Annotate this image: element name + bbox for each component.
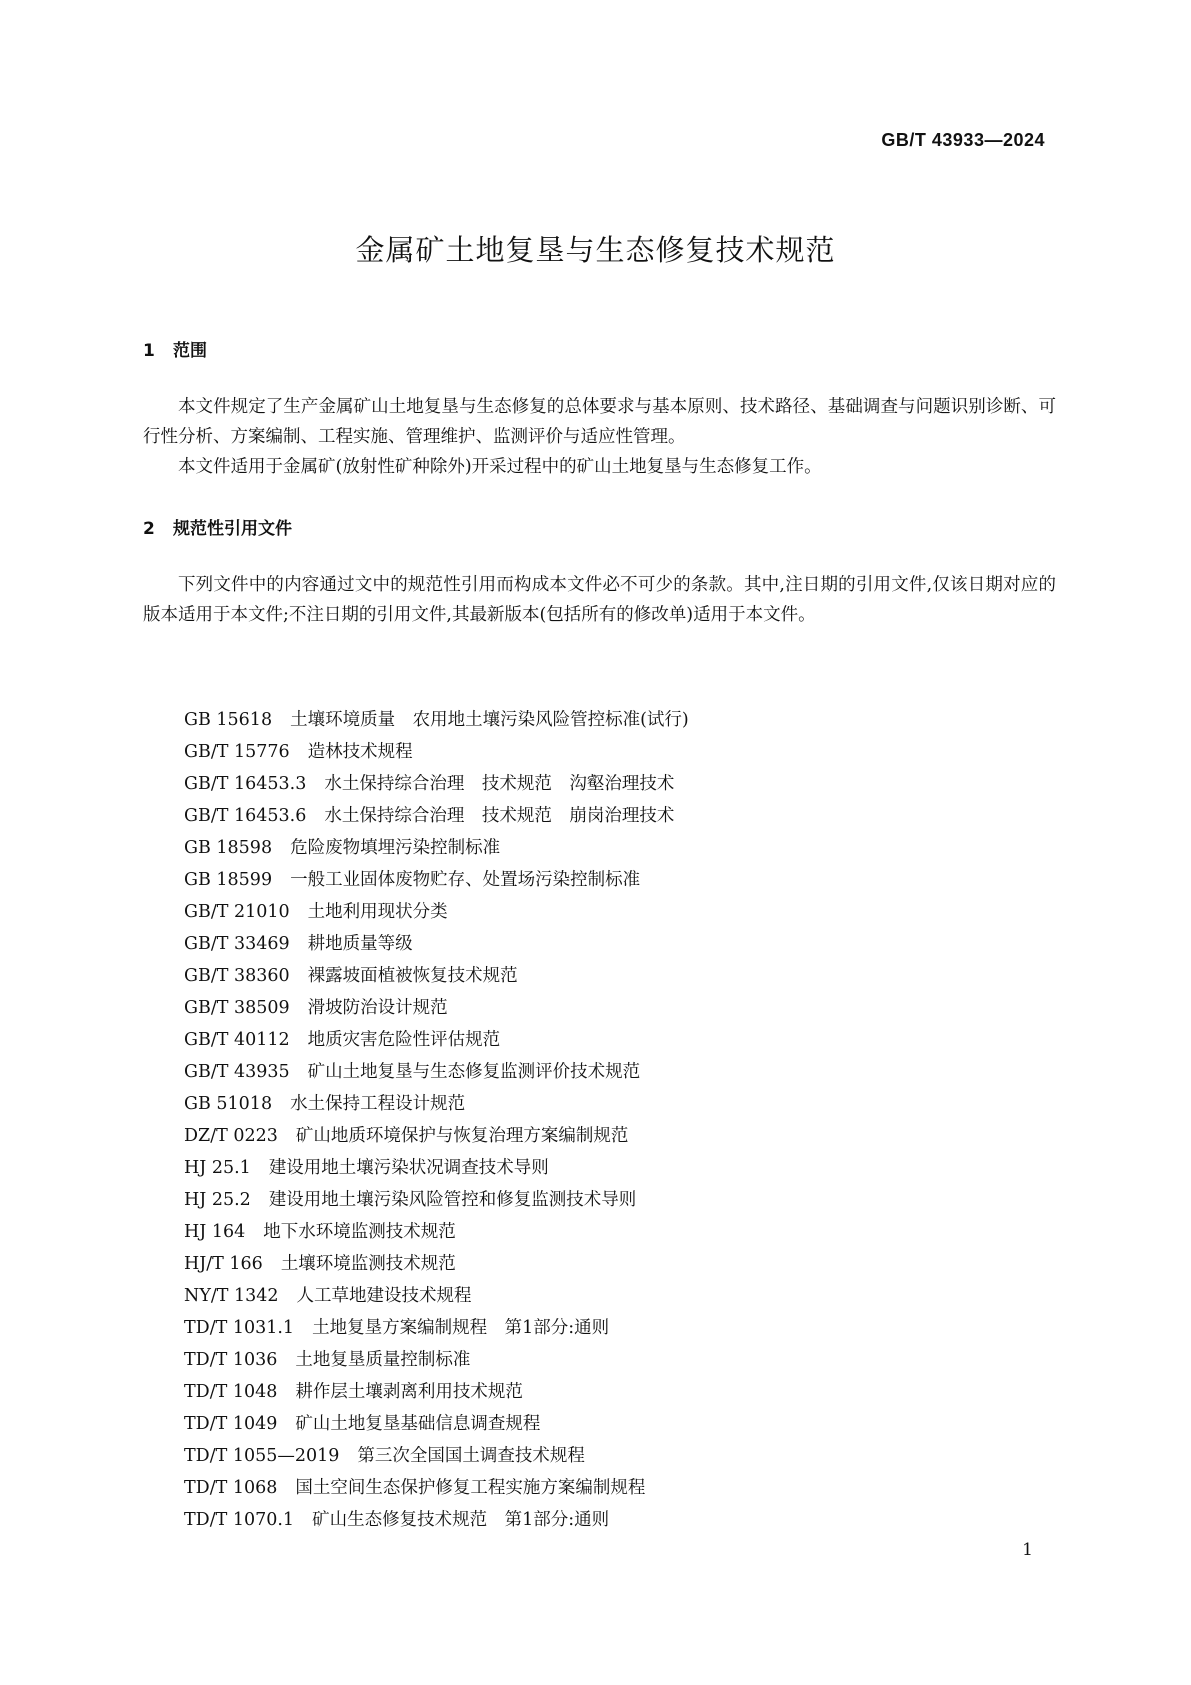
- reference-item: [184, 1504, 689, 1536]
- reference-code: GB 18598: [184, 838, 273, 858]
- reference-title: 耕作层土壤剥离利用技术规范: [295, 1382, 523, 1402]
- reference-item: [184, 768, 689, 800]
- section-1-paragraph-1: 本文件规定了生产金属矿山土地复垦与生态修复的总体要求与基本原则、技术路径、基础调查与问题识别诊断、可行性分析、方案编制、工程实施、管理维护、监测评价与适应性管理。: [143, 397, 1056, 447]
- section-1-paragraph-2: 本文件适用于金属矿(放射性矿种除外)开采过程中的矿山土地复垦与生态修复工作。: [178, 457, 822, 477]
- reference-code: HJ/T 166: [184, 1254, 263, 1274]
- section-2-heading: [143, 514, 292, 539]
- reference-code: GB/T 38360: [184, 966, 290, 986]
- reference-code: GB 15618: [184, 710, 273, 730]
- reference-code: GB/T 38509: [184, 998, 290, 1018]
- reference-title: 第三次全国国土调查技术规程: [357, 1446, 585, 1466]
- reference-code: DZ/T 0223: [184, 1126, 278, 1146]
- reference-title: 水土保持综合治理 技术规范 沟壑治理技术: [324, 774, 675, 794]
- section-1-number: 1: [143, 341, 155, 361]
- reference-title: 造林技术规程: [307, 742, 413, 762]
- reference-title: 矿山地质环境保护与恢复治理方案编制规范: [295, 1126, 629, 1146]
- reference-title: 建设用地土壤污染风险管控和修复监测技术导则: [268, 1190, 637, 1210]
- reference-title: 土地复垦质量控制标准: [295, 1350, 471, 1370]
- reference-item: [184, 1120, 689, 1152]
- reference-code: HJ 25.1: [184, 1158, 251, 1178]
- reference-item: [184, 1312, 689, 1344]
- reference-code: GB 18599: [184, 870, 273, 890]
- normative-references-list: [184, 704, 689, 1536]
- reference-code: TD/T 1036: [184, 1350, 278, 1370]
- reference-code: TD/T 1070.1: [184, 1510, 295, 1530]
- reference-code: GB/T 16453.6: [184, 806, 307, 826]
- section-1-heading: [143, 336, 207, 361]
- reference-code: TD/T 1031.1: [184, 1318, 295, 1338]
- reference-title: 裸露坡面植被恢复技术规范: [307, 966, 518, 986]
- reference-title: 土地复垦方案编制规程 第1部分:通则: [312, 1318, 610, 1338]
- reference-title: 一般工业固体废物贮存、处置场污染控制标准: [290, 870, 641, 890]
- reference-item: [184, 704, 689, 736]
- reference-title: 地质灾害危险性评估规范: [307, 1030, 501, 1050]
- reference-code: GB/T 16453.3: [184, 774, 307, 794]
- reference-item: [184, 832, 689, 864]
- standard-code: GB/T 43933—2024: [881, 130, 1045, 150]
- reference-item: [184, 1280, 689, 1312]
- reference-title: 危险废物填埋污染控制标准: [290, 838, 501, 858]
- reference-title: 国土空间生态保护修复工程实施方案编制规程: [295, 1478, 646, 1498]
- reference-item: [184, 928, 689, 960]
- reference-code: GB/T 43935: [184, 1062, 290, 1082]
- section-2-paragraph-1: 下列文件中的内容通过文中的规范性引用而构成本文件必不可少的条款。其中,注日期的引用文件,仅该日期对应的版本适用于本文件;不注日期的引用文件,其最新版本(包括所有的修改单)适用于本文件。: [143, 575, 1056, 625]
- reference-item: [184, 736, 689, 768]
- reference-title: 矿山土地复垦与生态修复监测评价技术规范: [307, 1062, 641, 1082]
- reference-code: TD/T 1055—2019: [184, 1446, 340, 1466]
- section-2-number: 2: [143, 519, 155, 539]
- reference-item: [184, 1216, 689, 1248]
- reference-title: 地下水环境监测技术规范: [263, 1222, 456, 1242]
- document-title: 金属矿土地复垦与生态修复技术规范: [355, 233, 836, 267]
- reference-code: GB 51018: [184, 1094, 273, 1114]
- reference-code: GB/T 33469: [184, 934, 290, 954]
- reference-title: 滑坡防治设计规范: [307, 998, 448, 1018]
- reference-title: 建设用地土壤污染状况调查技术导则: [268, 1158, 549, 1178]
- reference-title: 土地利用现状分类: [307, 902, 448, 922]
- reference-code: GB/T 15776: [184, 742, 290, 762]
- reference-item: [184, 1408, 689, 1440]
- reference-item: [184, 1056, 689, 1088]
- reference-item: [184, 992, 689, 1024]
- reference-item: [184, 1024, 689, 1056]
- section-2-title: 规范性引用文件: [173, 519, 292, 539]
- reference-item: [184, 1440, 689, 1472]
- reference-item: [184, 1152, 689, 1184]
- reference-code: TD/T 1049: [184, 1414, 278, 1434]
- section-1-title: 范围: [173, 341, 207, 361]
- reference-item: [184, 960, 689, 992]
- reference-title: 人工草地建设技术规程: [296, 1286, 472, 1306]
- reference-title: 土壤环境监测技术规范: [280, 1254, 456, 1274]
- reference-title: 水土保持综合治理 技术规范 崩岗治理技术: [324, 806, 675, 826]
- reference-title: 耕地质量等级: [307, 934, 413, 954]
- reference-item: [184, 1344, 689, 1376]
- reference-code: HJ 25.2: [184, 1190, 251, 1210]
- reference-title: 矿山生态修复技术规范 第1部分:通则: [312, 1510, 610, 1530]
- reference-item: [184, 896, 689, 928]
- reference-code: GB/T 21010: [184, 902, 290, 922]
- reference-code: TD/T 1048: [184, 1382, 278, 1402]
- reference-code: NY/T 1342: [184, 1286, 279, 1306]
- reference-code: GB/T 40112: [184, 1030, 290, 1050]
- reference-title: 土壤环境质量 农用地土壤污染风险管控标准(试行): [290, 710, 689, 730]
- reference-code: HJ 164: [184, 1222, 246, 1242]
- reference-item: [184, 1088, 689, 1120]
- reference-item: [184, 1184, 689, 1216]
- reference-item: [184, 1472, 689, 1504]
- reference-title: 水土保持工程设计规范: [290, 1094, 466, 1114]
- reference-item: [184, 1376, 689, 1408]
- reference-item: [184, 800, 689, 832]
- reference-title: 矿山土地复垦基础信息调查规程: [295, 1414, 541, 1434]
- page-number: 1: [1022, 1540, 1033, 1560]
- reference-code: TD/T 1068: [184, 1478, 278, 1498]
- reference-item: [184, 864, 689, 896]
- reference-item: [184, 1248, 689, 1280]
